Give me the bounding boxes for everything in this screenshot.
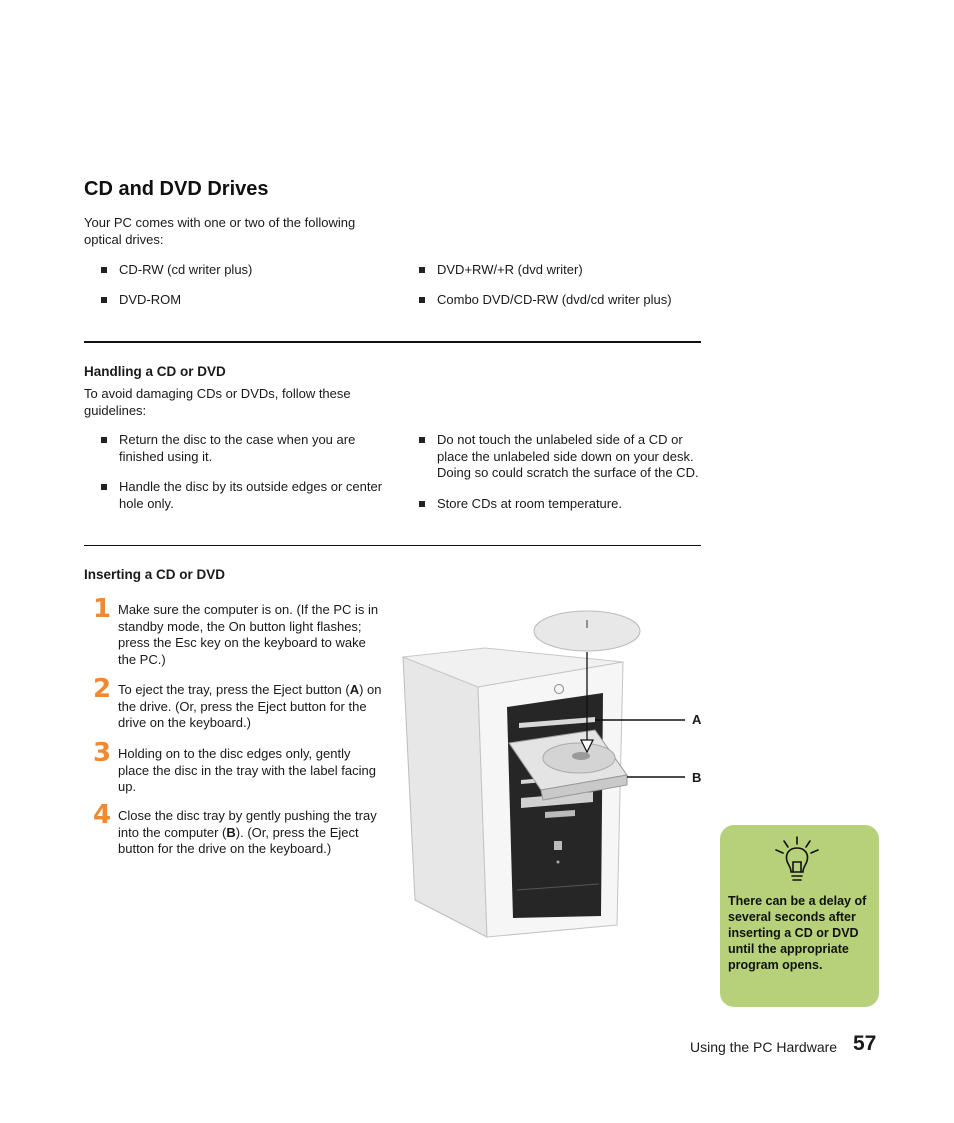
intro-text: Your PC comes with one or two of the following optical drives: [84,215,356,247]
disc [534,611,640,651]
section-divider [84,545,701,546]
guideline-item: Handle the disc by its outside edges or center hole only. [101,479,384,512]
step-number: 4 [93,800,112,830]
step-text: To eject the tray, press the Eject button (A) on the drive. (Or, press the Eject button for the drive on the keyboard.) [118,682,382,730]
lightbulb-icon [773,835,821,887]
step-number: 1 [93,594,112,624]
callout-label-a: A [692,712,702,727]
guideline-item: Do not touch the unlabeled side of a CD or place the unlabeled side down on your desk. Doing so could scratch the surface of the CD. [419,432,702,482]
guideline-item: Return the disc to the case when you are finished using it. [101,432,384,465]
page-title: CD and DVD Drives [84,178,269,200]
drive-item: DVD-ROM [101,292,399,309]
step-text: Close the disc tray by gently pushing the tray into the computer (B). (Or, press the Eject button for the drive on the keyboard.) [118,808,377,856]
inserting-heading: Inserting a CD or DVD [84,567,226,582]
tip-box [720,825,879,1007]
step-number: 3 [93,738,112,768]
callout-label-b: B [692,770,702,785]
page-number: 57 [853,1032,877,1055]
step-text: Make sure the computer is on. (If the PC is in standby mode, the On button light flashes; press the Esc key on the keyboard to wake the PC.) [118,602,379,667]
step-number: 2 [93,674,112,704]
guideline-item: Store CDs at room temperature. [419,496,702,513]
step-text: Holding on to the disc edges only, gently place the disc in the tray with the label facing up. [118,746,376,794]
power-button [554,841,562,850]
pc-tower-illustration [395,600,715,945]
drive-item: CD-RW (cd writer plus) [101,262,399,279]
section-divider [84,341,701,343]
drive-item: DVD+RW/+R (dvd writer) [419,262,717,279]
handling-heading: Handling a CD or DVD [84,364,226,379]
handling-intro: To avoid damaging CDs or DVDs, follow these guidelines: [84,386,351,418]
footer-section-title: Using the PC Hardware [690,1039,838,1055]
tip-text: There can be a delay of several seconds after inserting a CD or DVD until the appropriate program opens. [728,894,867,972]
drive-item: Combo DVD/CD-RW (dvd/cd writer plus) [419,292,717,309]
